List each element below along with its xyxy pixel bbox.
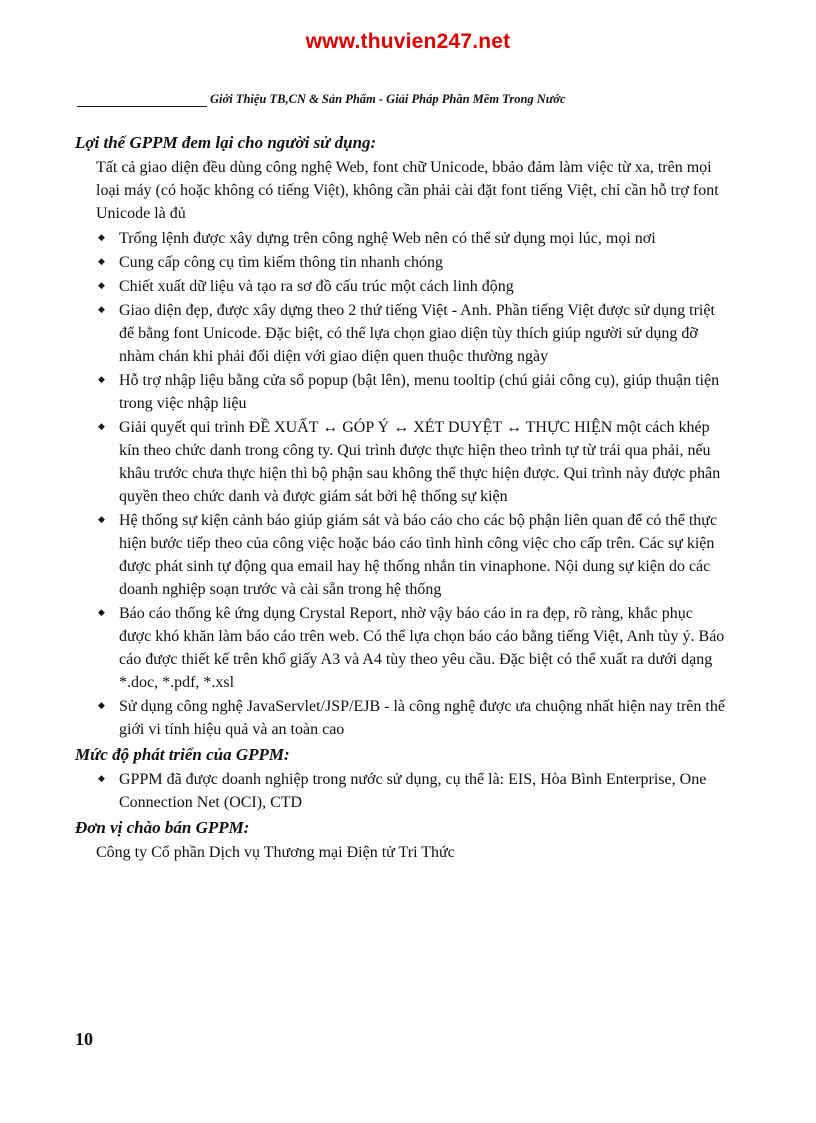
bullet-item: [98, 227, 725, 250]
bullet-diamond-icon: ◆: [98, 375, 105, 385]
bullet-text: Trống lệnh được xây dựng trên công nghệ Web nên có thể sử dụng mọi lúc, mọi nơi: [119, 230, 656, 247]
watermark: www.thuvien247.net: [305, 30, 511, 53]
bullet-diamond-icon: ◆: [98, 233, 105, 243]
bullet-diamond-icon: ◆: [98, 774, 105, 784]
bullet-text: Cung cấp công cụ tìm kiếm thông tin nhanh chóng: [119, 254, 443, 271]
bullet-text: Hỗ trợ nhập liệu bằng cửa sổ popup (bật lên), menu tooltip (chú giải công cụ), giúp thuận tiện trong việc nhập liệu: [119, 372, 720, 412]
development-list: [75, 768, 725, 814]
bullet-diamond-icon: ◆: [98, 257, 105, 267]
bullet-item: [98, 369, 725, 415]
bullet-diamond-icon: ◆: [98, 515, 105, 525]
bullet-diamond-icon: ◆: [98, 305, 105, 315]
bullet-diamond-icon: ◆: [98, 608, 105, 618]
bullet-diamond-icon: ◆: [98, 281, 105, 291]
bullet-item: [98, 695, 725, 741]
running-header: Giới Thiệu TB,CN & Sản Phẩm - Giải Pháp Phần Mềm Trong Nước: [210, 92, 566, 106]
benefits-intro: Tất cả giao diện đều dùng công nghệ Web, font chữ Unicode, bbảo đảm làm việc từ xa, trên mọi loại máy (có hoặc không có tiếng Việt), không cần phải cài đặt font tiếng Việt, chỉ cần hỗ trợ font Unicode là đủ: [96, 159, 719, 222]
bullet-text: Chiết xuất dữ liệu và tạo ra sơ đồ cấu trúc một cách linh động: [119, 278, 514, 295]
bullet-text: GPPM đã được doanh nghiệp trong nước sử dụng, cụ thể là: EIS, Hòa Bình Enterprise, One Connection Net (OCI), CTD: [119, 771, 707, 811]
bullet-text: Báo cáo thống kê ứng dụng Crystal Report, nhờ vậy báo cáo in ra đẹp, rõ ràng, khắc phục được khó khăn làm báo cáo trên web. Có thể lựa chọn báo cáo bằng tiếng Việt, Anh tùy ý. Báo cáo được thiết kế trên khổ giấy A3 và A4 tùy theo yêu cầu. Đặc biệt có thể xuất ra dưới dạng *.doc, *.pdf, *.xsl: [119, 605, 725, 691]
bullet-item: [98, 275, 725, 298]
vendor-name: Công ty Cổ phần Dịch vụ Thương mại Điện tử Tri Thức: [96, 844, 455, 861]
page-number: 10: [75, 1029, 93, 1049]
bullet-item: [98, 602, 725, 694]
bullet-diamond-icon: ◆: [98, 422, 105, 432]
benefits-heading: Lợi thế GPPM đem lại cho người sử dụng:: [75, 133, 377, 152]
page-content: [75, 133, 725, 866]
bullet-item: [98, 509, 725, 601]
benefits-list: [75, 227, 725, 741]
bullet-item: [98, 416, 725, 508]
bullet-item: [98, 299, 725, 368]
bullet-text: Sử dụng công nghệ JavaServlet/JSP/EJB - là công nghệ được ưa chuộng nhất hiện nay trên thế giới vi tính hiệu quả và an toàn cao: [119, 698, 725, 738]
bullet-text: Hệ thống sự kiện cảnh báo giúp giám sát và báo cáo cho các bộ phận liên quan để có thể thực hiện bước tiếp theo của công việc hoặc báo cáo tình hình công việc cho cấp trên. Các sự kiện được phát sinh tự động qua email hay hệ thống nhắn tin vinaphone. Nội dung sự kiện do các doanh nghiệp soạn trước và cài sẵn trong hệ thống: [119, 512, 718, 598]
bullet-item: [98, 768, 725, 814]
development-heading: Mức độ phát triển của GPPM:: [75, 745, 290, 764]
header-rule: [77, 106, 207, 107]
bullet-text: Giao diện đẹp, được xây dựng theo 2 thứ tiếng Việt - Anh. Phần tiếng Việt được sử dụng triệt để bằng font Unicode. Đặc biệt, có thể lựa chọn giao diện tùy thích giúp người sử dụng đỡ nhàm chán khi phải đối diện với giao diện quen thuộc thường ngày: [119, 302, 715, 365]
bullet-item: [98, 251, 725, 274]
vendor-heading: Đơn vị chào bán GPPM:: [75, 818, 250, 837]
bullet-text: Giải quyết qui trình ĐỀ XUẤT ↔ GÓP Ý ↔ XÉT DUYỆT ↔ THỰC HIỆN một cách khép kín theo chức danh trong công ty. Qui trình được thực hiện theo trình tự từ trái qua phải, nếu khâu trước chưa thực hiện thì bộ phận sau không thể thực hiện được. Qui trình này được phân quyền theo chức danh và được giám sát bởi hệ thống sự kiện: [119, 419, 721, 505]
bullet-diamond-icon: ◆: [98, 701, 105, 711]
